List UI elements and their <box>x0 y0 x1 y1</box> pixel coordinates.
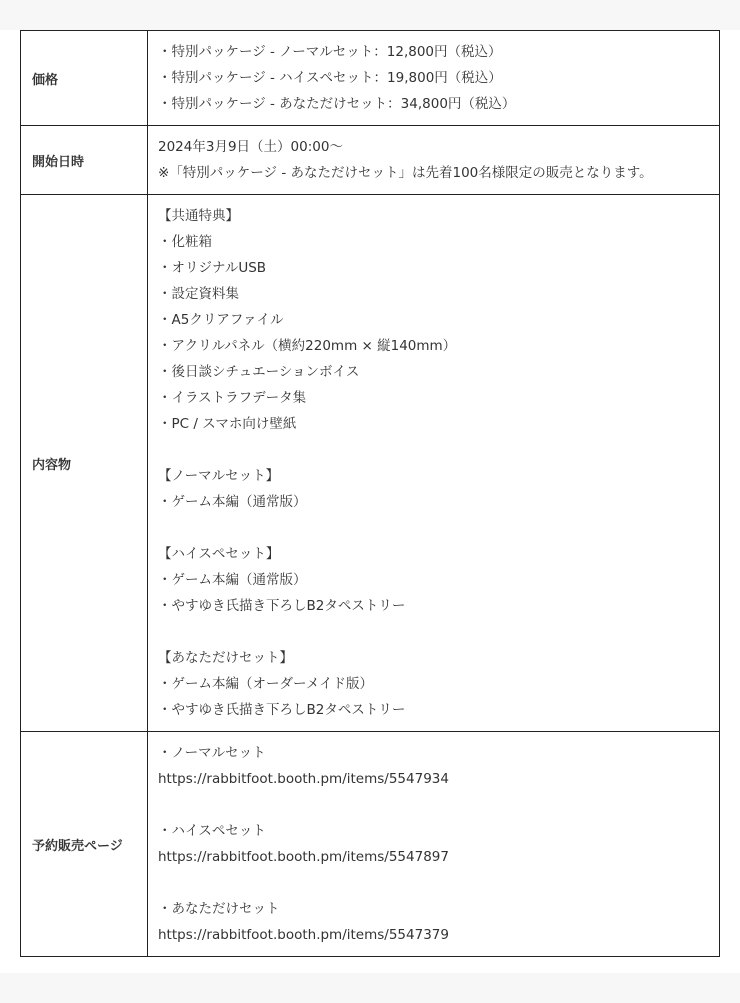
content-line: ・アクリルパネル（横約220mm × 縦140mm） <box>158 338 457 354</box>
content-line: ・イラストラフデータ集 <box>158 390 307 406</box>
row-label-price: 価格 <box>21 31 148 126</box>
content-line: ・設定資料集 <box>158 286 239 302</box>
info-row-price <box>21 31 720 126</box>
content-line: ・PC / スマホ向け壁紙 <box>158 416 297 432</box>
content-line: 【あなただけセット】 <box>158 650 293 666</box>
blank-line <box>158 437 709 463</box>
blank-line <box>158 792 709 818</box>
row-content-contents <box>148 195 720 732</box>
product-url: https://rabbitfoot.booth.pm/items/5547379 <box>158 927 449 943</box>
row-content-start-date <box>148 126 720 195</box>
blank-line <box>158 870 709 896</box>
content-line: 2024年3月9日（土）00:00〜 <box>158 139 343 155</box>
content-line: ・ノーマルセット <box>158 745 266 761</box>
content-line: ・オリジナルUSB <box>158 260 267 276</box>
info-row-start-date <box>21 126 720 195</box>
content-line: ・あなただけセット <box>158 901 280 917</box>
content-line: ・特別パッケージ - ノーマルセット：12,800円（税込） <box>158 44 502 60</box>
info-row-contents <box>21 195 720 732</box>
row-content-reservation-page <box>148 732 720 957</box>
content-line: ・ゲーム本編（オーダーメイド版） <box>158 676 374 692</box>
product-url: https://rabbitfoot.booth.pm/items/5547897 <box>158 849 449 865</box>
content-line: ・ゲーム本編（通常版） <box>158 572 307 588</box>
content-line: ・やすゆき氏描き下ろしB2タペストリー <box>158 702 406 718</box>
content-line: 【ノーマルセット】 <box>158 468 280 484</box>
content-line: ・特別パッケージ - あなただけセット：34,800円（税込） <box>158 96 516 112</box>
content-line: ・A5クリアファイル <box>158 312 284 328</box>
info-row-reservation-page <box>21 732 720 957</box>
content-line: ・ハイスペセット <box>158 823 266 839</box>
product-url: https://rabbitfoot.booth.pm/items/5547934 <box>158 771 449 787</box>
content-line: 【ハイスペセット】 <box>158 546 280 562</box>
content-line: ・特別パッケージ - ハイスペセット：19,800円（税込） <box>158 70 502 86</box>
content-line: 【共通特典】 <box>158 208 239 224</box>
blank-line <box>158 515 709 541</box>
content-line: ※「特別パッケージ - あなただけセット」は先着100名様限定の販売となります。 <box>158 165 653 181</box>
content-line: ・後日談シチュエーションボイス <box>158 364 360 380</box>
blank-line <box>158 619 709 645</box>
row-label-contents: 内容物 <box>21 195 148 732</box>
content-line: ・ゲーム本編（通常版） <box>158 494 307 510</box>
product-info-table-body <box>21 31 720 957</box>
row-content-price <box>148 31 720 126</box>
content-line: ・化粧箱 <box>158 234 212 250</box>
product-info-table <box>20 30 720 957</box>
product-info-sheet <box>0 30 740 973</box>
row-label-reservation-page: 予約販売ページ <box>21 732 148 957</box>
row-label-start-date: 開始日時 <box>21 126 148 195</box>
content-line: ・やすゆき氏描き下ろしB2タペストリー <box>158 598 406 614</box>
